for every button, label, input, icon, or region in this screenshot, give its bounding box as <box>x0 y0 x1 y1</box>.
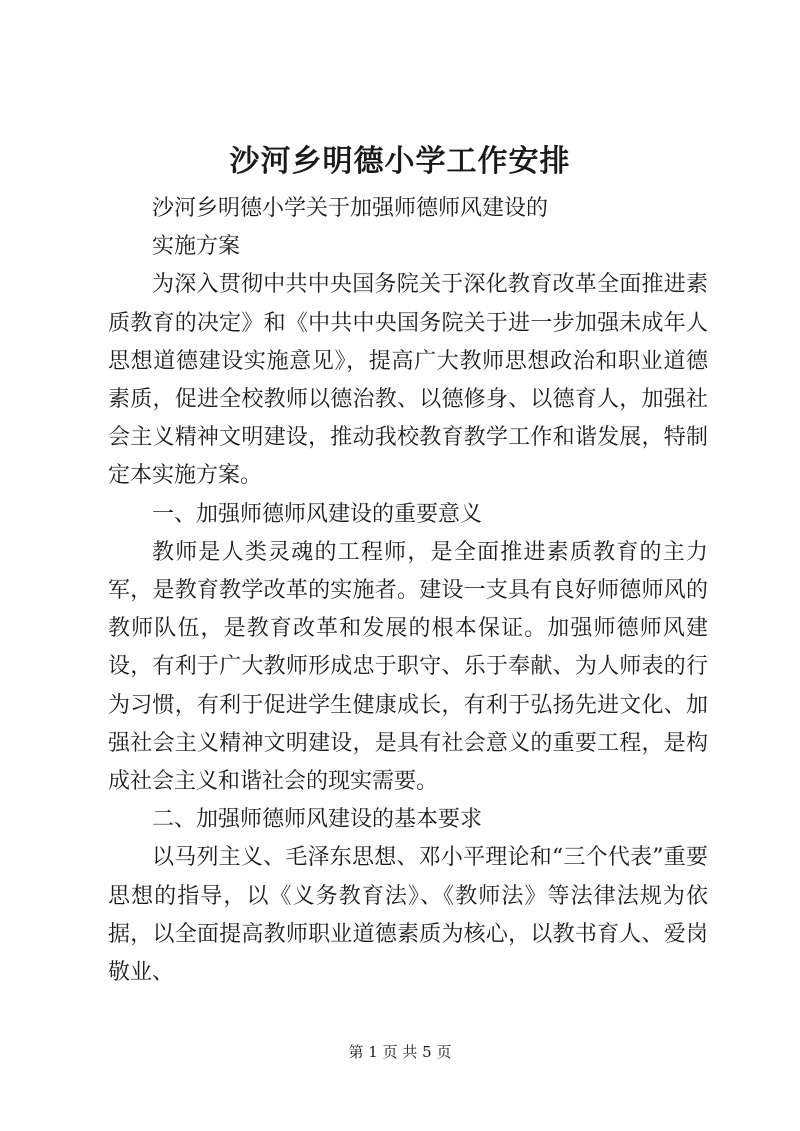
page-title: 沙河乡明德小学工作安排 <box>229 144 571 179</box>
subtitle-line-2: 实施方案 <box>152 234 241 260</box>
subtitle-line-1: 沙河乡明德小学关于加强师德师风建设的 <box>152 196 549 221</box>
paragraph-significance: 教师是人类灵魂的工程师，是全面推进素质教育的主力军，是教育教学改革的实施者。建设一支具有良好师德师风的教师队伍，是教育改革和发展的根本保证。加强师德师风建设，有利于广大教师形成忠于职守、乐于奉献、为人师表的行为习惯，有利于促进学生健康成长，有利于弘扬先进文化、加强社会主义精神文明建设，是具有社会意义的重要工程，是构成社会主义和谐社会的现实需要。 <box>108 539 708 795</box>
document-body <box>108 190 708 992</box>
paragraph-intro: 为深入贯彻中共中央国务院关于深化教育改革全面推进素质教育的决定》和《中共中央国务院关于进一步加强未成年人思想道德建设实施意见》，提高广大教师思想政治和职业道德素质，促进全校教师以德治教、以德修身、以德育人，加强社会主义精神文明建设，推动我校教育教学工作和谐发展，特制定本实施方案。 <box>108 272 708 489</box>
section-heading-1: 一、加强师德师风建设的重要意义 <box>152 501 483 527</box>
page-footer: 第 1 页 共 5 页 <box>348 1043 452 1061</box>
section-heading-2: 二、加强师德师风建设的基本要求 <box>152 807 483 833</box>
paragraph-requirements: 以马列主义、毛泽东思想、邓小平理论和“三个代表”重要思想的指导，以《义务教育法》、《教师法》等法律法规为依据，以全面提高教师职业道德素质为核心，以教书育人、爱岗敬业、 <box>108 845 708 986</box>
